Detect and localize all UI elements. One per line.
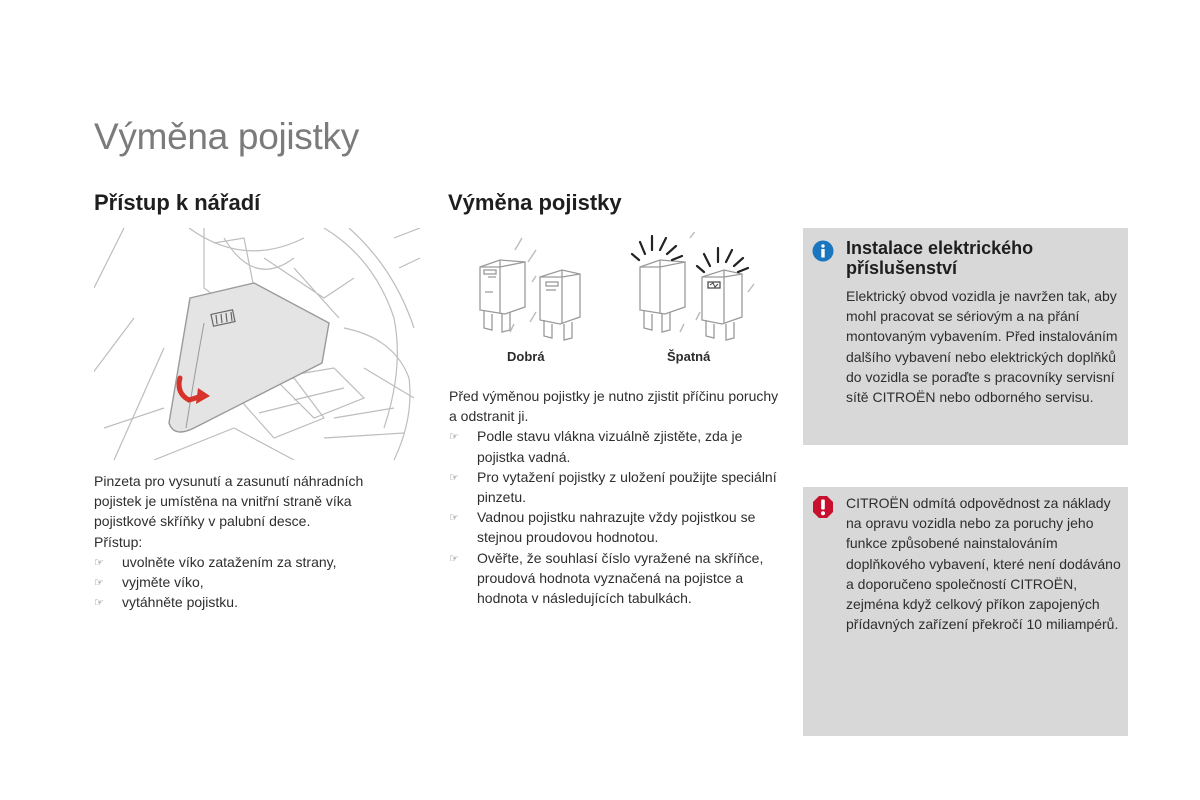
warning-box-text: CITROËN odmítá odpovědnost za náklady na opravu vozidla nebo za poruchy jeho funkce způsobené nainstalováním doplňkového vybavení, které není dodáváno a doporučeno společností CITROËN, zejména když celkový příkon zapojených přídavných zařízení překročí 10 miliampérů. <box>846 495 1121 633</box>
fuse-replacement-text <box>449 386 779 608</box>
hand-pointer-icon: ☞ <box>449 552 459 565</box>
list-item: ☞ uvolněte víko zatažením za strany, <box>94 552 404 572</box>
warning-icon <box>812 495 834 519</box>
info-box <box>803 228 1128 445</box>
hand-pointer-icon: ☞ <box>94 577 104 590</box>
tool-location-text <box>94 471 404 612</box>
heading-tool-access: Přístup k nářadí <box>94 190 261 215</box>
list-item: ☞ Podle stavu vlákna vizuálně zjistěte, zda je pojistka vadná. <box>449 428 743 465</box>
hand-pointer-icon: ☞ <box>449 471 459 484</box>
good-fuse-illustration <box>470 232 590 342</box>
list-item: ☞ Ověřte, že souhlasí číslo vyražené na skříňce, proudová hodnota vyznačená na pojistce a hodnota v následujících tabulkách. <box>449 549 764 607</box>
access-steps-list <box>94 552 404 613</box>
hand-pointer-icon: ☞ <box>94 556 104 569</box>
list-item: ☞ vyjměte víko, <box>94 572 404 592</box>
access-label: Přístup: <box>94 533 143 550</box>
info-box-title <box>846 238 1033 278</box>
page-title: Výměna pojistky <box>94 116 359 157</box>
hand-pointer-icon: ☞ <box>94 597 104 610</box>
heading-fuse-replacement: Výměna pojistky <box>448 190 622 215</box>
list-item: ☞ Vadnou pojistku nahrazujte vždy pojistkou se stejnou proudovou hodnotou. <box>449 509 756 546</box>
info-box-text: Elektrický obvod vozidla je navržen tak, aby mohl pracovat se sériovým a na přání montovaným vybavením. Před instalováním dalšího vybavení nebo elektrických doplňků do vozidla se poraďte s pracovníky servisní sítě CITROËN nebo odborného servisu. <box>846 288 1118 406</box>
info-box-title-line1: Instalace elektrického <box>846 238 1034 258</box>
bad-fuse-illustration <box>630 232 760 342</box>
hand-pointer-icon: ☞ <box>449 431 459 444</box>
list-item: ☞ Pro vytažení pojistky z uložení použijte speciální pinzetu. <box>449 468 777 506</box>
fuse-box-cover-illustration <box>94 228 420 460</box>
list-item: ☞ vytáhněte pojistku. <box>94 592 404 612</box>
warning-box <box>803 487 1128 736</box>
info-icon <box>812 240 834 262</box>
hand-pointer-icon: ☞ <box>449 512 459 525</box>
bad-fuse-caption: Špatná <box>667 349 711 364</box>
fuse-replacement-list <box>449 426 779 608</box>
tool-location-intro: Pinzeta pro vysunutí a zasunutí náhradních pojistek je umístěna na vnitřní straně víka pojistkové skříňky v palubní desce. <box>94 473 364 530</box>
good-fuse-caption: Dobrá <box>507 349 545 364</box>
info-box-title-line2: příslušenství <box>846 258 958 278</box>
fuse-replacement-intro: Před výměnou pojistky je nutno zjistit příčinu poruchy a odstranit ji. <box>449 388 779 425</box>
